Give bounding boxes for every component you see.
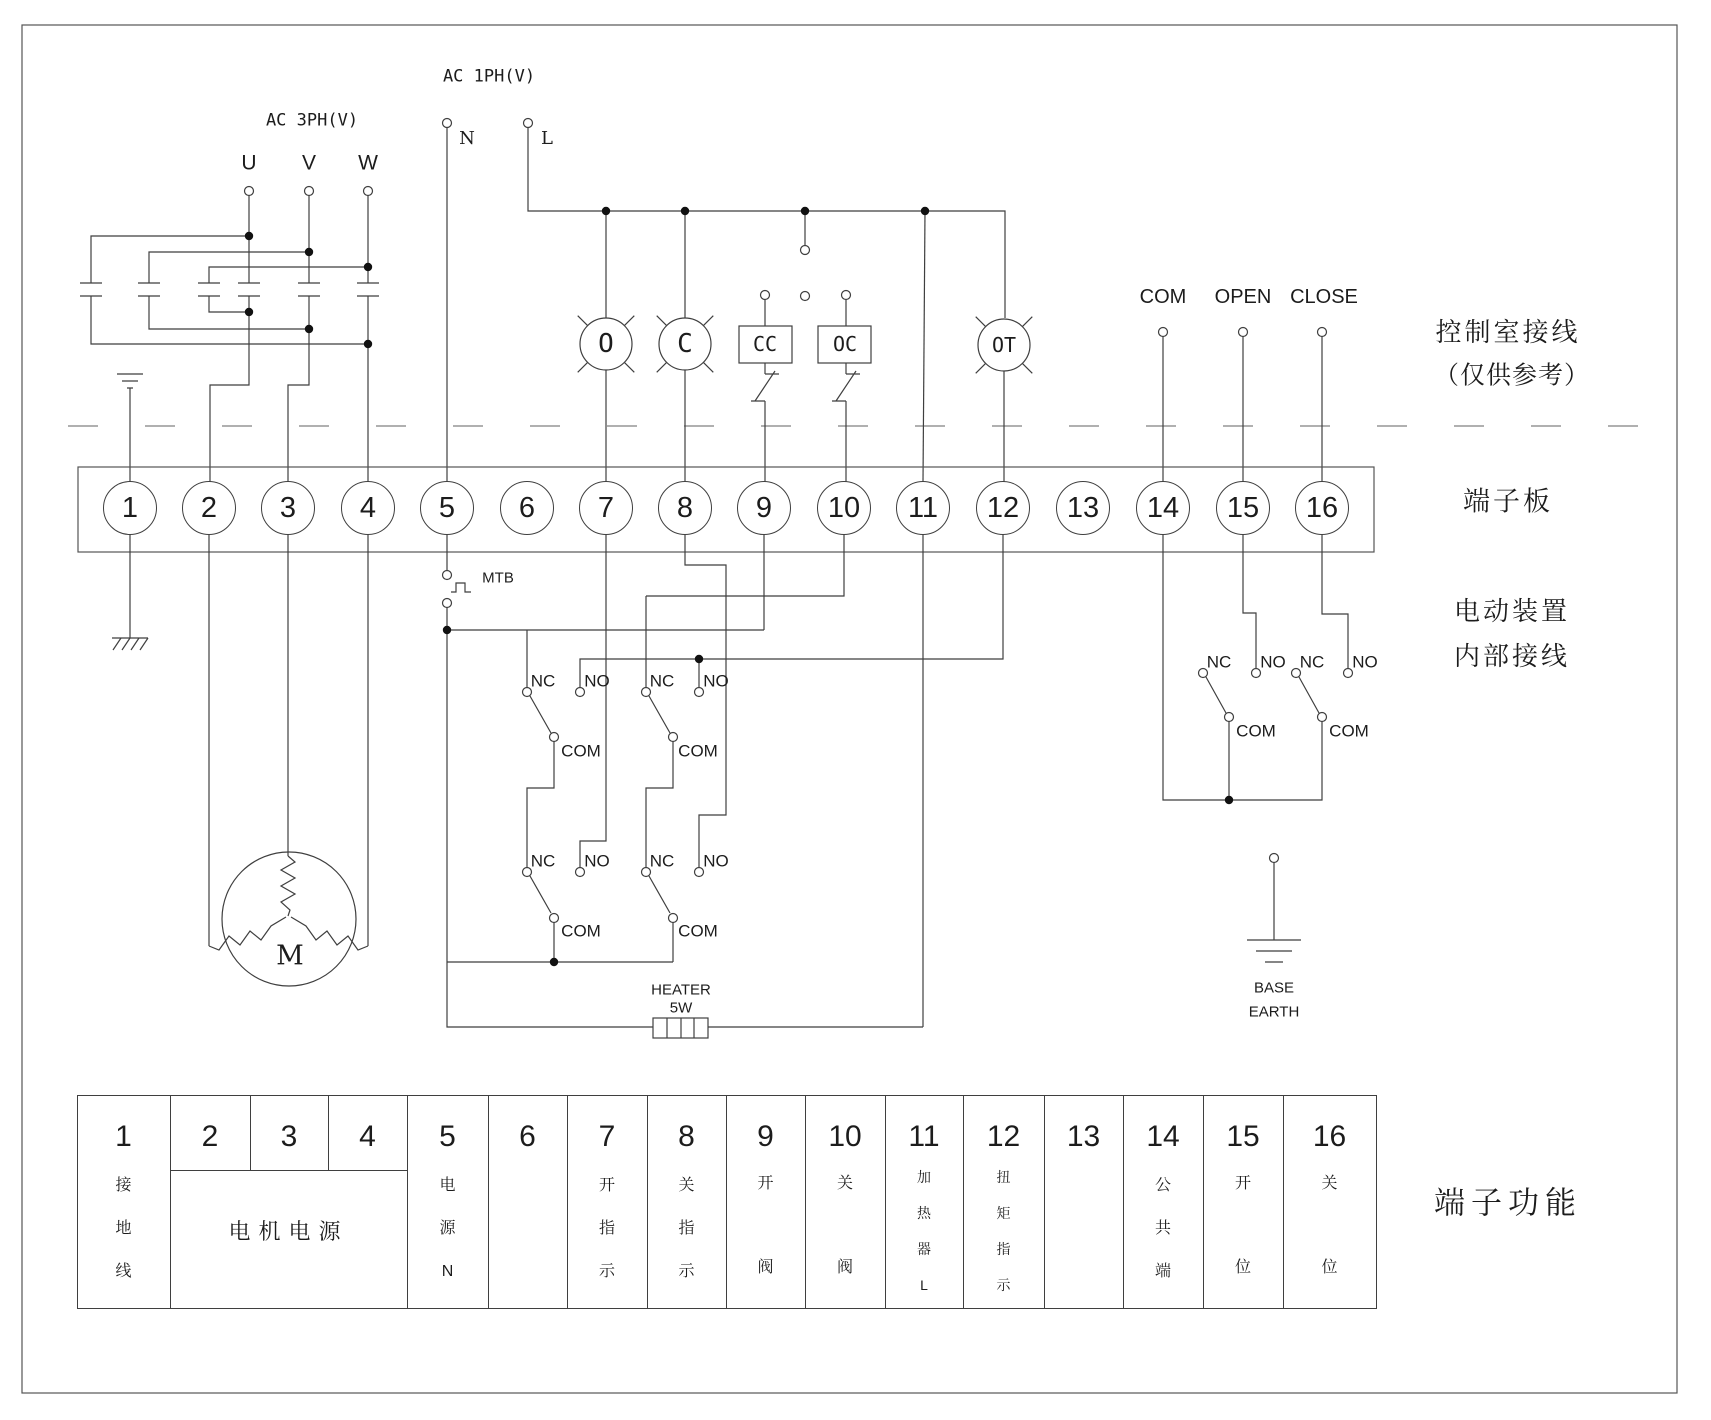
terminal-circle-6: 6: [500, 481, 554, 535]
table-terminal-number: 3: [280, 1120, 298, 1153]
table-terminal-function: 电 源 N: [439, 1177, 456, 1280]
table-terminal-number: 15: [1226, 1120, 1260, 1153]
open-terminal-label: OPEN: [1214, 286, 1272, 308]
motor-letter: M: [276, 940, 304, 972]
section-internal-line1: 电动装置: [1453, 596, 1571, 626]
terminal-circle-5: 5: [420, 481, 474, 535]
junction-dots: [245, 207, 1233, 966]
com-label: COM: [1329, 721, 1369, 741]
section-control-room-line2: （仅供参考）: [1433, 361, 1591, 390]
table-terminal-number: 6: [519, 1120, 536, 1153]
earth-label: EARTH: [1248, 1003, 1300, 1021]
terminal-circle-7: 7: [579, 481, 633, 535]
terminal-circle-3: 3: [261, 481, 315, 535]
open-contactor-coil: [818, 300, 871, 482]
terminal-circle-2: 2: [182, 481, 236, 535]
com-label: COM: [678, 741, 718, 761]
table-grid-line: [963, 1095, 964, 1308]
table-grid-line: [885, 1095, 886, 1308]
table-grid-line: [805, 1095, 806, 1308]
table-grid-line: [77, 1308, 1376, 1309]
section-internal-line2: 内部接线: [1453, 641, 1571, 671]
table-grid-line: [726, 1095, 727, 1308]
no-label: NO: [584, 671, 610, 691]
nc-label: NC: [1299, 652, 1325, 672]
table-terminal-function: 开 阀: [757, 1175, 774, 1276]
terminal-circle-16: 16: [1295, 481, 1349, 535]
neutral-label: N: [459, 128, 475, 149]
com-label: COM: [561, 921, 601, 941]
no-label: NO: [703, 671, 729, 691]
live-label: L: [541, 128, 553, 149]
earth-symbol-top: [117, 374, 143, 482]
close-terminal-label: CLOSE: [1290, 286, 1358, 308]
nc-label: NC: [649, 851, 675, 871]
table-terminal-function: 关 指 示: [678, 1177, 695, 1280]
table-terminal-number: 10: [828, 1120, 862, 1153]
table-terminal-function: 公 共 端: [1154, 1177, 1172, 1280]
table-terminal-number: 13: [1066, 1120, 1101, 1153]
no-label: NO: [703, 851, 729, 871]
table-terminal-number: 14: [1146, 1120, 1180, 1153]
close-contactor-coil: [739, 300, 792, 482]
terminal-circle-1: 1: [103, 481, 157, 535]
base-label: BASE: [1253, 979, 1295, 997]
table-terminal-function: 关 阀: [836, 1175, 854, 1276]
terminal-circle-10: 10: [817, 481, 871, 535]
table-grid-line: [77, 1095, 78, 1308]
heater-live-wire: [923, 211, 925, 482]
three-phase-supply-wires: [210, 187, 373, 483]
terminal-circle-11: 11: [896, 481, 950, 535]
table-terminal-number: 4: [359, 1120, 376, 1153]
table-grid-line: [647, 1095, 648, 1308]
section-terminal-board: 端子板: [1463, 486, 1553, 517]
single-phase-supply-wires: [443, 119, 1006, 483]
table-grid-line: [328, 1095, 329, 1170]
table-terminal-number: 5: [439, 1120, 456, 1153]
oc-coil-letter: OC: [832, 332, 858, 356]
heater-watt-label: 5W: [669, 999, 693, 1017]
com-label: COM: [678, 921, 718, 941]
table-terminal-number: 16: [1312, 1120, 1347, 1153]
nc-label: NC: [530, 671, 556, 691]
no-label: NO: [1260, 652, 1286, 672]
phase-capacitor-network: [80, 236, 379, 344]
table-grid-line: [170, 1095, 171, 1308]
table-motor-power-label: 电机电源: [228, 1219, 349, 1244]
heater-resistor: [653, 534, 923, 1038]
table-terminal-number: 9: [757, 1120, 774, 1153]
phase-u-label: U: [241, 151, 257, 175]
torque-lamp-letter: OT: [991, 333, 1017, 357]
com-label: COM: [561, 741, 601, 761]
section-control-room-line1: 控制室接线: [1435, 317, 1581, 347]
close-lamp-letter: C: [677, 329, 693, 359]
motor-symbol: [209, 534, 368, 986]
table-grid-line: [1123, 1095, 1124, 1308]
table-terminal-number: 2: [201, 1120, 219, 1153]
nc-label: NC: [530, 851, 556, 871]
terminal-circle-13: 13: [1056, 481, 1110, 535]
limit-switch-bank: [447, 534, 1003, 962]
table-terminal-number: 8: [678, 1120, 695, 1153]
table-grid-line: [1283, 1095, 1284, 1308]
table-terminal-function: 开 指 示: [598, 1177, 616, 1280]
remote-control-leads: [1159, 328, 1327, 483]
nc-label: NC: [1206, 652, 1232, 672]
table-terminal-number: 7: [598, 1120, 616, 1153]
phase-v-label: V: [301, 151, 317, 175]
table-grid-line: [250, 1095, 251, 1170]
table-grid-line: [488, 1095, 489, 1308]
table-terminal-function: 关 位: [1321, 1175, 1338, 1276]
section-terminal-function: 端子功能: [1434, 1185, 1582, 1221]
ac-3ph-label: AC 3PH(V): [265, 110, 359, 131]
table-terminal-number: 11: [908, 1120, 940, 1153]
base-earth-symbol: [1247, 854, 1301, 963]
com-label: COM: [1236, 721, 1276, 741]
no-label: NO: [1352, 652, 1378, 672]
table-grid-line: [1203, 1095, 1204, 1308]
table-grid-line: [407, 1095, 408, 1308]
terminal-circle-14: 14: [1136, 481, 1190, 535]
terminal-circle-15: 15: [1216, 481, 1270, 535]
mtb-contact: [443, 534, 654, 1027]
selector-contact: [761, 211, 851, 301]
com-terminal-label: COM: [1139, 286, 1187, 308]
table-terminal-function: 加 热 器 L: [917, 1169, 931, 1293]
table-terminal-number: 12: [986, 1120, 1021, 1153]
terminal-circle-12: 12: [976, 481, 1030, 535]
open-lamp-letter: O: [598, 329, 614, 359]
ac-1ph-label: AC 1PH(V): [442, 66, 536, 87]
table-grid-line: [1376, 1095, 1377, 1309]
no-label: NO: [584, 851, 610, 871]
phase-w-label: W: [358, 151, 378, 175]
nc-label: NC: [649, 671, 675, 691]
table-grid-line: [170, 1170, 407, 1171]
table-terminal-function: 开 位: [1234, 1175, 1252, 1276]
table-terminal-function: 接 地 线: [115, 1177, 132, 1280]
heater-label: HEATER: [651, 981, 711, 999]
table-terminal-number: 1: [115, 1120, 132, 1153]
terminal-circle-9: 9: [737, 481, 791, 535]
cc-coil-letter: CC: [752, 332, 778, 356]
table-grid-line: [567, 1095, 568, 1308]
terminal-circle-4: 4: [341, 481, 395, 535]
terminal-circle-8: 8: [658, 481, 712, 535]
table-grid-line: [1044, 1095, 1045, 1308]
mtb-label: MTB: [482, 569, 514, 587]
table-terminal-function: 扭 矩 指 示: [996, 1169, 1011, 1293]
